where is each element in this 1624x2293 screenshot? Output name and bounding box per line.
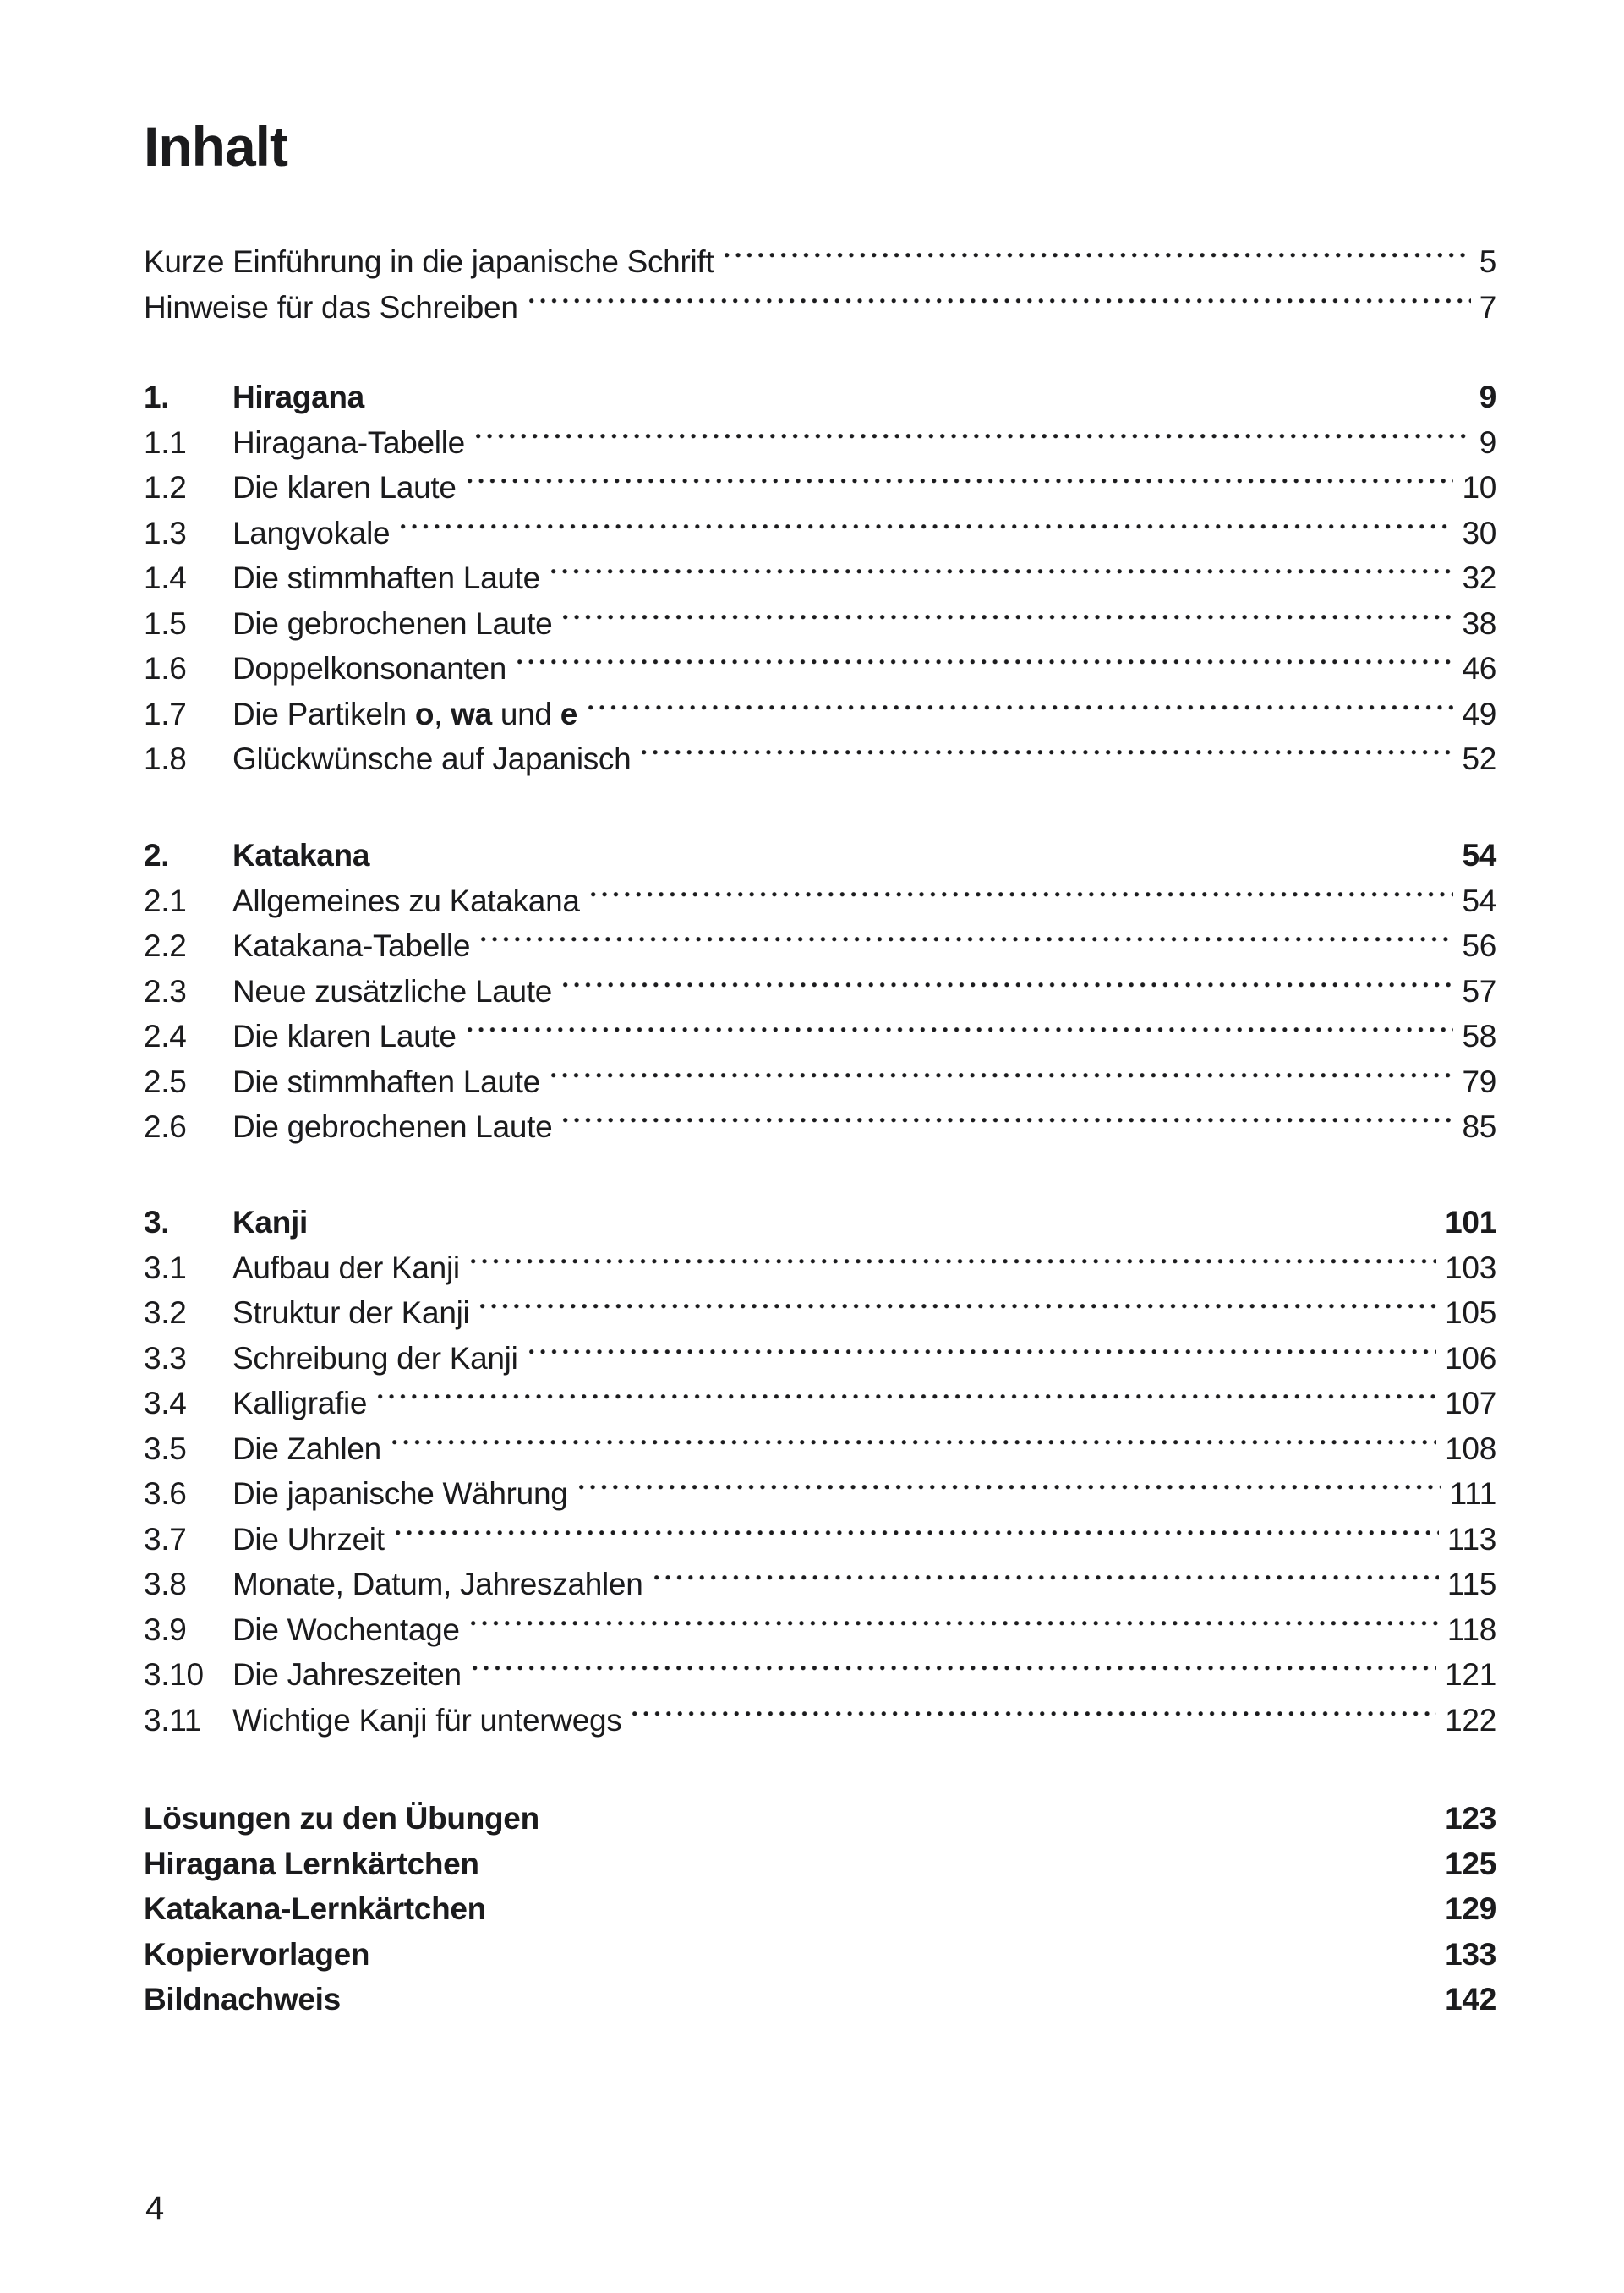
toc-section-katakana xyxy=(144,833,1496,1150)
toc-entry xyxy=(144,923,1496,969)
dot-leader xyxy=(464,465,1454,511)
dot-leader xyxy=(464,1014,1454,1059)
entry-label: Katakana-Lernkärtchen xyxy=(144,1891,486,1926)
label-part: Die Partikeln xyxy=(232,696,415,731)
entry-page: 123 xyxy=(1445,1801,1496,1836)
entry-label: Die stimmhaften Laute xyxy=(232,561,540,595)
entry-label: Monate, Datum, Jahreszahlen xyxy=(232,1567,643,1601)
toc-entry xyxy=(144,969,1496,1015)
dot-leader xyxy=(468,1607,1439,1653)
backmatter-entry xyxy=(144,1932,1496,1978)
entry-label: Die Zahlen xyxy=(232,1431,381,1466)
intro-block xyxy=(144,239,1496,330)
toc-entry xyxy=(144,1698,1496,1743)
entry-page: 142 xyxy=(1445,1982,1496,2017)
intro-entry xyxy=(144,285,1496,331)
entry-number: 1.1 xyxy=(144,424,187,460)
backmatter-entry xyxy=(144,1842,1496,1887)
entry-number: 2.1 xyxy=(144,883,187,918)
entry-number: 3.11 xyxy=(144,1702,202,1738)
leader-spacer xyxy=(494,1886,1436,1932)
entry-label: Die klaren Laute xyxy=(232,470,457,505)
leader-spacer xyxy=(377,1932,1436,1978)
entry-number: 2.2 xyxy=(144,928,187,963)
entry-label: Die Wochentage xyxy=(232,1612,460,1647)
toc-entry xyxy=(144,1607,1496,1653)
section-title: Kanji xyxy=(232,1205,308,1240)
toc-entry xyxy=(144,420,1496,466)
section-title: Katakana xyxy=(232,838,370,873)
leader-spacer xyxy=(487,1842,1436,1887)
dot-leader xyxy=(514,646,1453,692)
entry-label: Die stimmhaften Laute xyxy=(232,1064,540,1099)
label-part-bold: wa xyxy=(451,696,492,731)
entry-label: Kalligrafie xyxy=(232,1386,368,1420)
dot-leader xyxy=(526,1336,1437,1382)
entry-page: 7 xyxy=(1479,289,1496,325)
entry-page: 85 xyxy=(1462,1109,1496,1144)
dot-leader xyxy=(560,1104,1453,1150)
entry-label: Struktur der Kanji xyxy=(232,1295,470,1330)
leader-spacer xyxy=(377,833,1453,878)
toc-entry xyxy=(144,1336,1496,1382)
entry-label: Bildnachweis xyxy=(144,1982,341,2017)
dot-leader xyxy=(560,601,1453,647)
entry-number: 1.8 xyxy=(144,742,187,776)
toc-section-kanji xyxy=(144,1200,1496,1743)
entry-page: 122 xyxy=(1445,1702,1496,1738)
toc-section-header xyxy=(144,833,1496,878)
entry-number: 1.2 xyxy=(144,470,187,505)
entry-page: 5 xyxy=(1479,244,1496,279)
toc-section-header xyxy=(144,375,1496,420)
intro-entry xyxy=(144,239,1496,285)
backmatter-block xyxy=(144,1796,1496,2022)
section-page: 9 xyxy=(1479,380,1496,414)
dot-leader xyxy=(397,511,1453,556)
entry-label: Die japanische Währung xyxy=(232,1476,568,1511)
section-number: 2. xyxy=(144,838,170,873)
toc-entry xyxy=(144,1562,1496,1607)
entry-page: 46 xyxy=(1462,651,1496,686)
entry-page: 58 xyxy=(1462,1019,1496,1053)
entry-page: 103 xyxy=(1445,1250,1496,1285)
entry-page: 105 xyxy=(1445,1295,1496,1330)
toc-entry xyxy=(144,1426,1496,1472)
entry-label: Doppelkonsonanten xyxy=(232,651,507,686)
entry-page: 111 xyxy=(1449,1476,1496,1511)
entry-label: Kurze Einführung in die japanische Schrift xyxy=(144,244,714,279)
entry-number: 3.3 xyxy=(144,1340,187,1376)
toc-entry xyxy=(144,1104,1496,1150)
toc-entry xyxy=(144,1471,1496,1517)
entry-number: 1.5 xyxy=(144,605,187,641)
entry-page: 118 xyxy=(1446,1612,1496,1647)
entry-number: 3.7 xyxy=(144,1521,187,1557)
entry-label: Die gebrochenen Laute xyxy=(232,1109,553,1144)
entry-page: 108 xyxy=(1445,1431,1496,1466)
entry-label: Schreibung der Kanji xyxy=(232,1340,518,1376)
label-part: , xyxy=(434,696,451,731)
entry-page: 79 xyxy=(1462,1064,1496,1099)
entry-number: 2.5 xyxy=(144,1064,187,1099)
entry-label: Hiragana Lernkärtchen xyxy=(144,1846,479,1881)
entry-page: 38 xyxy=(1462,605,1496,641)
entry-page: 30 xyxy=(1462,515,1496,550)
dot-leader xyxy=(375,1381,1436,1426)
toc-entry xyxy=(144,1014,1496,1059)
entry-page: 106 xyxy=(1445,1340,1496,1376)
entry-page: 113 xyxy=(1446,1521,1496,1557)
section-title: Hiragana xyxy=(232,380,364,414)
entry-page: 49 xyxy=(1462,696,1496,731)
label-part: und xyxy=(491,696,560,731)
label-part-bold: e xyxy=(560,696,577,731)
leader-spacer xyxy=(547,1796,1436,1842)
entry-page: 115 xyxy=(1446,1567,1496,1601)
toc-entry xyxy=(144,878,1496,924)
dot-leader xyxy=(548,1059,1454,1105)
entry-label: Die Jahreszeiten xyxy=(232,1657,462,1692)
dot-leader xyxy=(629,1698,1436,1743)
toc-entry xyxy=(144,601,1496,647)
entry-label: Glückwünsche auf Japanisch xyxy=(232,742,632,776)
toc-entry xyxy=(144,465,1496,511)
entry-number: 3.5 xyxy=(144,1431,187,1466)
entry-page: 54 xyxy=(1462,883,1496,918)
entry-label: Hiragana-Tabelle xyxy=(232,424,465,460)
dot-leader xyxy=(477,1290,1436,1336)
entry-number: 3.4 xyxy=(144,1386,187,1420)
entry-page: 10 xyxy=(1462,470,1496,505)
toc-entry xyxy=(144,1245,1496,1291)
toc-entry xyxy=(144,1652,1496,1698)
entry-page: 129 xyxy=(1445,1891,1496,1926)
section-number: 3. xyxy=(144,1205,170,1240)
dot-leader xyxy=(468,1245,1436,1291)
entry-label: Die klaren Laute xyxy=(232,1019,457,1053)
dot-leader xyxy=(576,1471,1441,1517)
dot-leader xyxy=(469,1652,1436,1698)
footer-page-number: 4 xyxy=(145,2190,165,2227)
leader-spacer xyxy=(372,375,1471,420)
entry-page: 9 xyxy=(1479,424,1496,460)
toc-entry xyxy=(144,1290,1496,1336)
entry-label: Neue zusätzliche Laute xyxy=(232,973,553,1009)
dot-leader xyxy=(585,692,1453,737)
entry-number: 3.1 xyxy=(144,1250,187,1285)
backmatter-entry xyxy=(144,1977,1496,2022)
entry-page: 125 xyxy=(1445,1846,1496,1881)
entry-number: 2.4 xyxy=(144,1019,187,1053)
entry-page: 121 xyxy=(1445,1657,1496,1692)
toc-entry xyxy=(144,1059,1496,1105)
dot-leader xyxy=(389,1426,1436,1472)
dot-leader xyxy=(526,285,1471,331)
dot-leader xyxy=(651,1562,1439,1607)
entry-number: 1.6 xyxy=(144,651,187,686)
entry-number: 3.9 xyxy=(144,1612,187,1647)
entry-label: Allgemeines zu Katakana xyxy=(232,883,580,918)
dot-leader xyxy=(548,555,1454,601)
entry-page: 107 xyxy=(1445,1386,1496,1420)
entry-label: Langvokale xyxy=(232,515,391,550)
entry-page: 32 xyxy=(1462,561,1496,595)
leader-spacer xyxy=(348,1977,1436,2022)
entry-page: 133 xyxy=(1445,1936,1496,1972)
dot-leader xyxy=(588,878,1454,924)
dot-leader xyxy=(638,736,1453,782)
entry-page: 57 xyxy=(1462,973,1496,1009)
dot-leader xyxy=(473,420,1471,466)
entry-page: 56 xyxy=(1462,928,1496,963)
toc-entry xyxy=(144,1381,1496,1426)
entry-number: 1.7 xyxy=(144,696,187,731)
entry-number: 2.6 xyxy=(144,1109,187,1144)
entry-label: Kopiervorlagen xyxy=(144,1936,370,1972)
entry-label: Die gebrochenen Laute xyxy=(232,605,553,641)
entry-number: 3.10 xyxy=(144,1657,204,1692)
entry-label: Wichtige Kanji für unterwegs xyxy=(232,1702,622,1738)
backmatter-entry xyxy=(144,1796,1496,1842)
toc-entry xyxy=(144,736,1496,782)
leader-spacer xyxy=(315,1200,1436,1245)
section-page: 54 xyxy=(1462,838,1496,873)
entry-number: 2.3 xyxy=(144,973,187,1009)
toc-entry xyxy=(144,1517,1496,1562)
page-title: Inhalt xyxy=(144,115,287,178)
entry-label: Aufbau der Kanji xyxy=(232,1250,460,1285)
toc-entry xyxy=(144,555,1496,601)
entry-number: 3.6 xyxy=(144,1476,187,1511)
dot-leader xyxy=(392,1517,1439,1562)
dot-leader xyxy=(560,969,1453,1015)
entry-number: 3.2 xyxy=(144,1295,187,1330)
toc-entry xyxy=(144,692,1496,737)
dot-leader xyxy=(478,923,1453,969)
entry-page: 52 xyxy=(1462,742,1496,776)
section-page: 101 xyxy=(1445,1205,1496,1240)
entry-number: 1.3 xyxy=(144,515,187,550)
dot-leader xyxy=(721,239,1470,285)
entry-label xyxy=(232,692,577,737)
backmatter-entry xyxy=(144,1886,1496,1932)
entry-number: 1.4 xyxy=(144,561,187,595)
entry-label: Die Uhrzeit xyxy=(232,1521,385,1557)
entry-label: Hinweise für das Schreiben xyxy=(144,289,518,325)
entry-label: Lösungen zu den Übungen xyxy=(144,1801,539,1836)
entry-number: 3.8 xyxy=(144,1567,187,1601)
toc-section-hiragana xyxy=(144,375,1496,782)
toc-entry xyxy=(144,511,1496,556)
entry-label: Katakana-Tabelle xyxy=(232,928,471,963)
label-part-bold: o xyxy=(414,696,435,731)
section-number: 1. xyxy=(144,380,170,414)
toc-section-header xyxy=(144,1200,1496,1245)
toc-entry xyxy=(144,646,1496,692)
